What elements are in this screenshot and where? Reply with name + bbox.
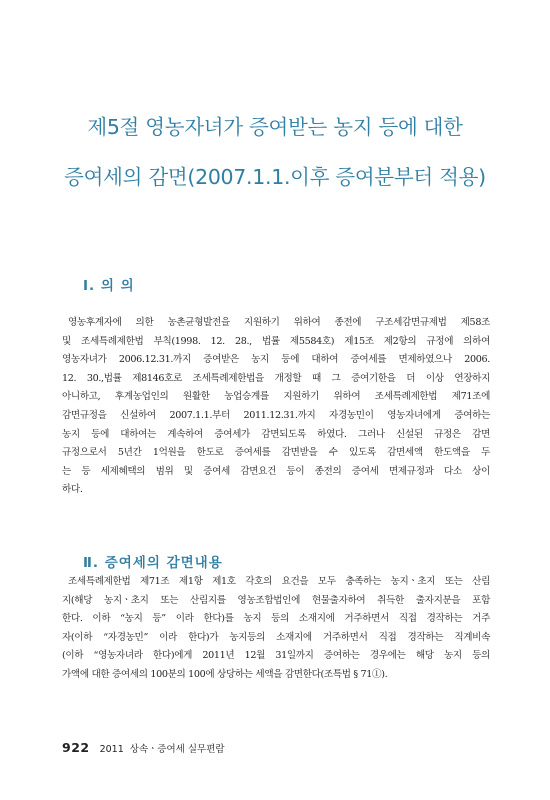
paragraph-line: 지(해당 농지ㆍ초지 또는 산림지를 영농조합법인에 현물출자하여 취득한 출자지분을 포함 (62, 594, 490, 606)
section-1-paragraph (62, 314, 490, 500)
chapter-title-line-2: 증여세의 감면(2007.1.1.이후 증여분부터 적용) (64, 164, 486, 189)
paragraph-line: 12. 30.,법률 제8146호로 조세특례제한법을 개정할 때 그 증여기한을 더 이상 연장하지 (62, 372, 490, 384)
chapter-title-line-1: 제5절 영농자녀가 증여받는 농지 등에 대한 (87, 114, 463, 139)
paragraph-line: 자(이하 “자경농민” 이라 한다)가 농지등의 소재지에 거주하면서 직접 경작하는 직계비속 (62, 631, 490, 643)
paragraph-line: 규정으로서 5년간 1억원을 한도로 증여세를 감면받을 수 있도록 감면세액 한도액을 두 (62, 447, 490, 459)
paragraph-line: 감면규정을 신설하여 2007.1.1.부터 2011.12.31.까지 자경농민이 영농자녀에게 증여하는 (62, 409, 490, 421)
page-footer (62, 740, 225, 755)
paragraph-line: (이하 “영농자녀라 한다)에게 2011년 12월 31일까지 증여하는 경우에는 해당 농지 등의 (62, 650, 490, 662)
paragraph-line: 가액에 대한 증여세의 100분의 100에 상당하는 세액을 감면한다(조특법 § 71①). (62, 668, 388, 680)
book-title: 상속ㆍ증여세 실무편람 (129, 744, 225, 755)
chapter-title (0, 102, 550, 202)
section-heading-1: Ⅰ. 의 의 (83, 278, 135, 295)
paragraph-line: 영농자녀가 2006.12.31.까지 증여받은 농지 등에 대하여 증여세를 면제하였으나 2006. (62, 354, 490, 366)
paragraph-line: 아니하고, 후계농업인의 원활한 농업승계를 지원하기 위하여 조세특례제한법 제71조에 (62, 391, 490, 403)
paragraph-line: 및 조세특례제한법 부칙(1998. 12. 28., 법률 제5584호) 제15조 제2항의 규정에 의하여 (62, 335, 490, 347)
paragraph-line: 한다. 이하 “농지 등” 이라 한다)를 농지 등의 소재지에 거주하면서 직접 경작하는 거주 (62, 613, 490, 625)
section-heading-2: Ⅱ. 증여세의 감면내용 (83, 555, 223, 572)
paragraph-line: 는 등 세제혜택의 범위 및 증여세 감면요건 등이 종전의 증여세 면제규정과 다소 상이 (62, 465, 490, 477)
paragraph-line: 하다. (62, 484, 83, 496)
page-number: 922 (62, 740, 90, 755)
section-2-paragraph (62, 573, 490, 685)
paragraph-line: 조세특례제한법 제71조 제1항 제1호 각호의 요건을 모두 충족하는 농지ㆍ초지 또는 산림 (68, 576, 490, 587)
paragraph-line: 농지 등에 대하여는 계속하여 증여세가 감면되도록 하였다. 그러나 신설된 규정은 감면 (62, 428, 490, 440)
book-year: 2011 (99, 744, 124, 755)
paragraph-line: 영농후계자에 의한 농촌균형발전을 지원하기 위하여 종전에 구조세감면규제법 제58조 (68, 317, 490, 328)
